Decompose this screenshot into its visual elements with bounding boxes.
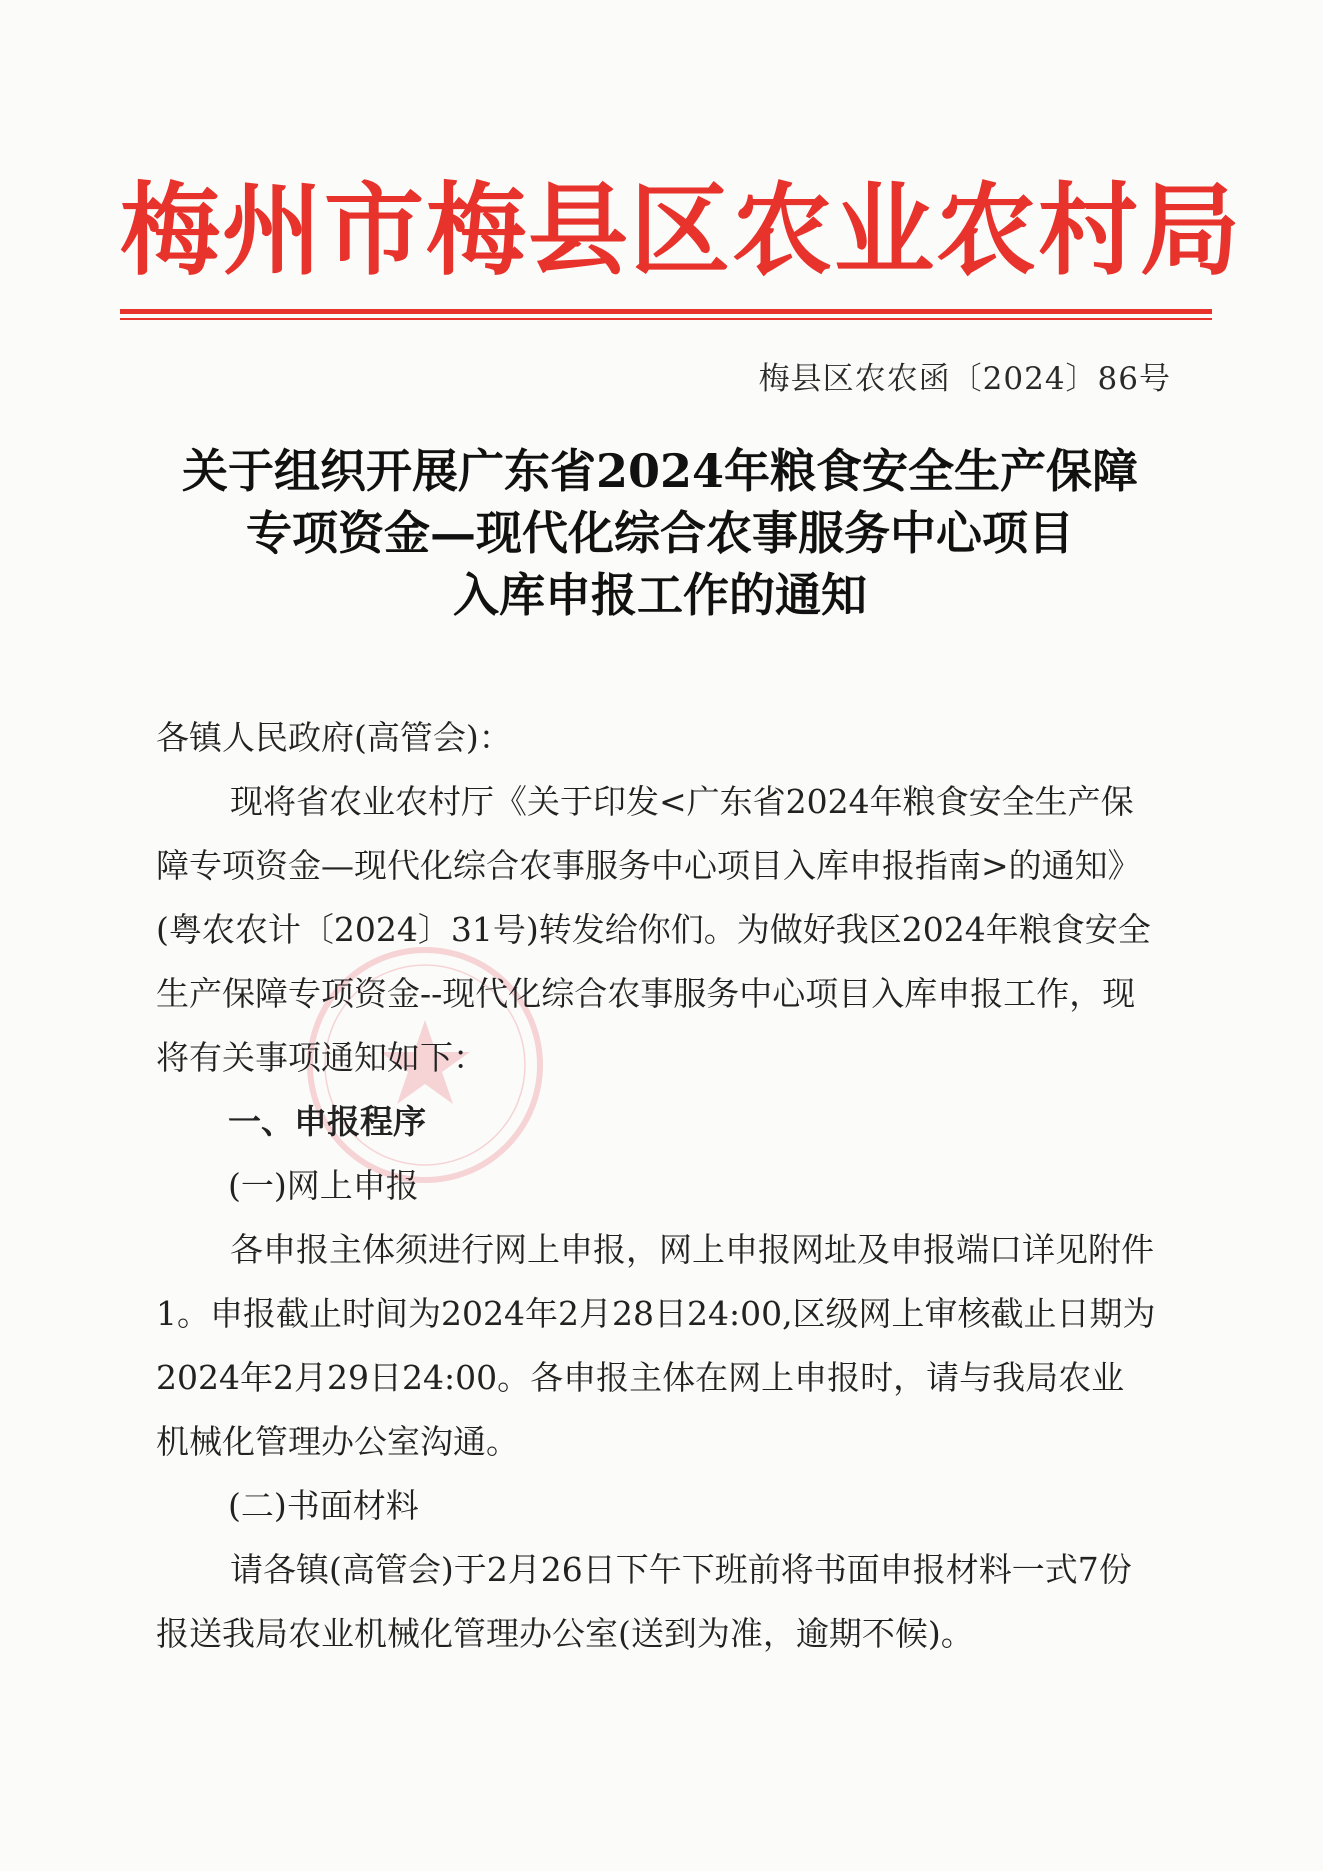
letterhead-divider-thin: [120, 318, 1212, 320]
letterhead-title: 梅州市梅县区农业农村局: [120, 171, 1242, 289]
subsection-2-paragraph: 请各镇(高管会)于2月26日下午下班前将书面申报材料一式7份报送我局农业机械化管理办公室(送到为准，逾期不候)。: [156, 1550, 1132, 1653]
document-body: [156, 706, 1156, 1666]
document-title: [150, 440, 1170, 626]
letterhead-divider-thick: [120, 309, 1212, 314]
subsection-1-paragraph: 各申报主体须进行网上申报，网上申报网址及申报端口详见附件1。申报截止时间为2024年2月28日24:00,区级网上审核截止日期为2024年2月29日24:00。各申报主体在网上申报时，请与我局农业机械化管理办公室沟通。: [156, 1230, 1156, 1461]
intro-paragraph: 现将省农业农村厅《关于印发<广东省2024年粮食安全生产保障专项资金—现代化综合农事服务中心项目入库申报指南>的通知》(粤农农计〔2024〕31号)转发给你们。为做好我区2024年粮食安全生产保障专项资金--现代化综合农事服务中心项目入库申报工作，现将有关事项通知如下：: [156, 782, 1151, 1077]
subsection-1-heading: (一)网上申报: [228, 1166, 419, 1205]
salutation: 各镇人民政府(高管会)：: [156, 718, 512, 757]
document-number: 梅县区农农函〔2024〕86号: [758, 361, 1171, 397]
title-line-3: 入库申报工作的通知: [453, 568, 867, 622]
title-line-2: 专项资金—现代化综合农事服务中心项目: [246, 506, 1074, 560]
section-1-heading: 一、申报程序: [228, 1102, 426, 1141]
subsection-2-heading: (二)书面材料: [228, 1486, 419, 1525]
title-line-1: 关于组织开展广东省2024年粮食安全生产保障: [181, 444, 1139, 498]
